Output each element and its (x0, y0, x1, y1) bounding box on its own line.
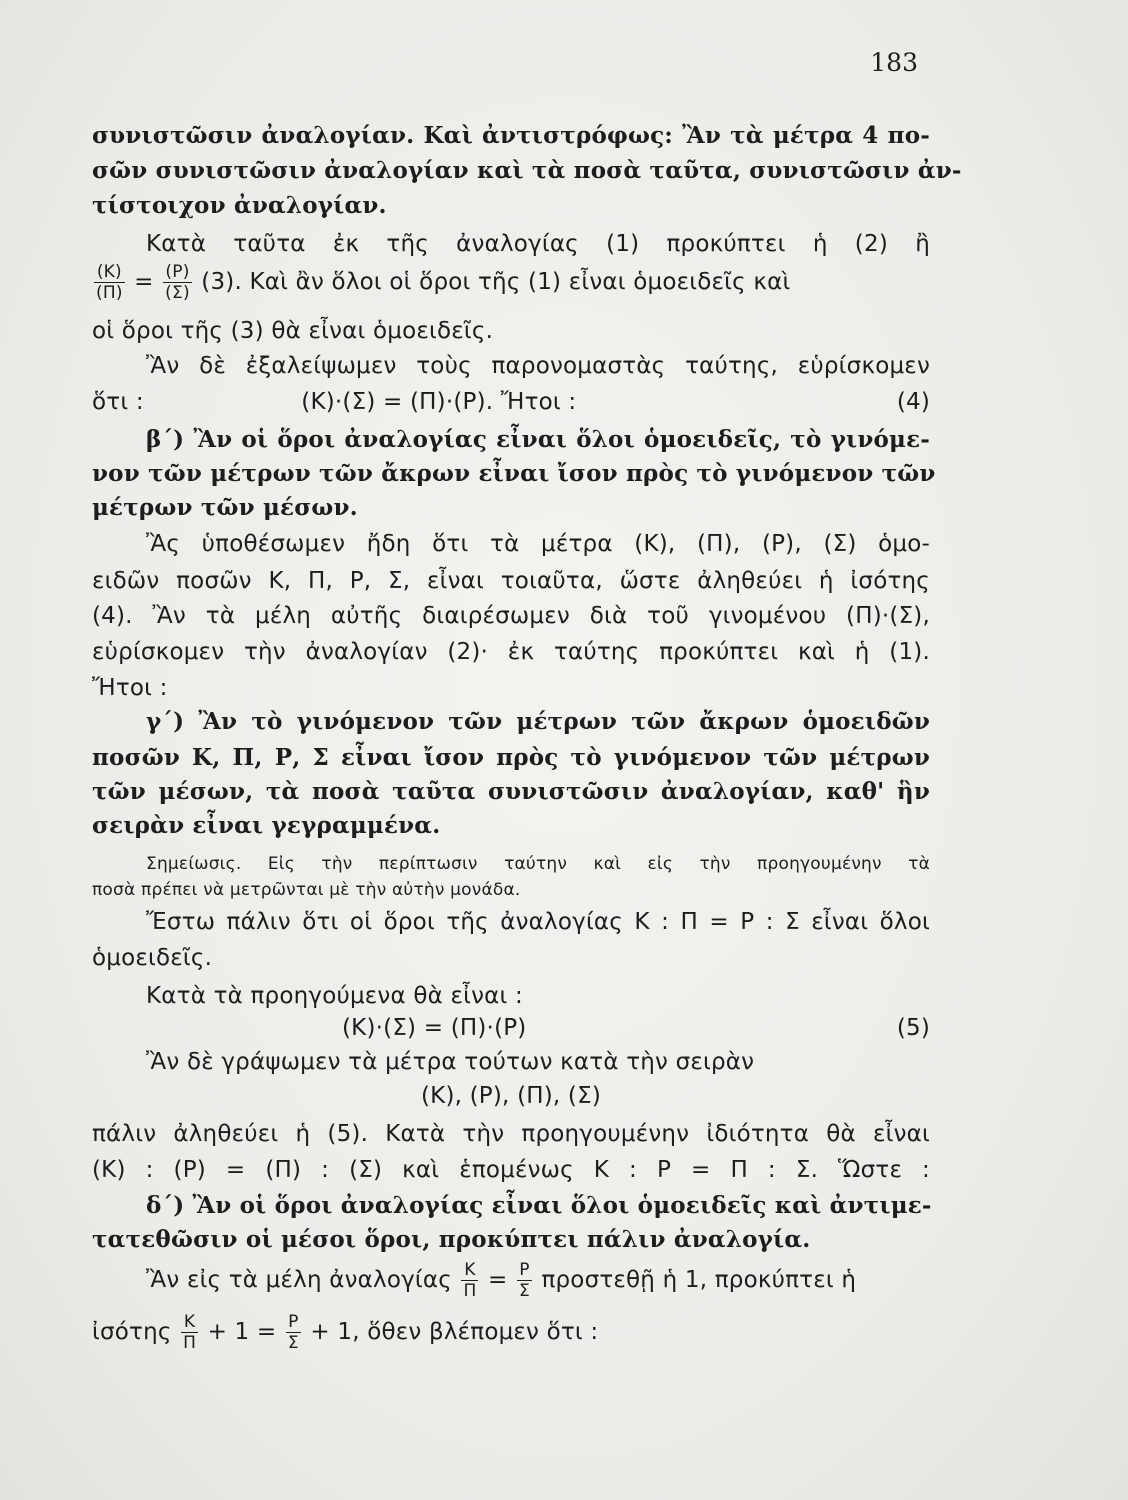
formula-line: ἰσότης $\frac{K}{\Pi}$ + 1 = $\frac{P}{\Sigma}$ + 1, ὅθεν βλέπομεν ὅτι : (92, 1312, 599, 1353)
text-line: εὑρίσκομεν τὴν ἀναλογίαν (2)· ἐκ ταύτης προκύπτει καὶ ἡ (1). (92, 639, 930, 665)
text-line: Ἂν δὲ ἐξαλείψωμεν τοὺς παρονομαστὰς ταύτης, εὑρίσκομεν (146, 353, 930, 379)
fraction-r-over-s: $\frac{(P)}{(\Sigma)}$ (165, 262, 190, 303)
theorem-b-line: β΄) Ἂν οἱ ὅροι ἀναλογίας εἶναι ὅλοι ὁμοειδεῖς, τὸ γινόμε- (146, 426, 930, 453)
formula-line: $\frac{(K)}{(\Pi)}$ = $\frac{(P)}{(\Sigma)}$ (3). Καὶ ἂν ὅλοι οἱ ὅροι τῆς (1) εἶναι ὁμοειδεῖς καὶ (96, 262, 791, 303)
fraction-r-over-s: $\frac{P}{\Sigma}$ (287, 1312, 299, 1353)
text-line: πάλιν ἀληθεύει ἡ (5). Κατὰ τὴν προηγουμένην ἰδιότητα θὰ εἶναι (92, 1121, 930, 1147)
text-line: συνιστῶσιν ἀναλογίαν. Καὶ ἀντιστρόφως: Ἂν τὰ μέτρα 4 πο- (92, 122, 930, 149)
text-line: Ἔστω πάλιν ὅτι οἱ ὅροι τῆς ἀναλογίας Κ : Π = Ρ : Σ εἶναι ὅλοι (146, 909, 930, 935)
theorem-d-line: δ΄) Ἂν οἱ ὅροι ἀναλογίας εἶναι ὅλοι ὁμοειδεῖς καὶ ἀντιμε- (146, 1192, 932, 1219)
theorem-c-line: σειρὰν εἶναι γεγραμμένα. (92, 812, 441, 839)
text-line: Κατὰ ταῦτα ἐκ τῆς ἀναλογίας (1) προκύπτει ἡ (2) ἢ (146, 231, 930, 257)
text-line: Κατὰ τὰ προηγούμενα θὰ εἶναι : (146, 983, 523, 1009)
page-number: 183 (870, 48, 918, 77)
note-line: Σημείωσις. Εἰς τὴν περίπτωσιν ταύτην καὶ εἰς τὴν προηγουμένην τὰ (146, 854, 930, 874)
theorem-c-line: ποσῶν Κ, Π, Ρ, Σ εἶναι ἴσον πρὸς τὸ γινόμενον τῶν μέτρων (92, 744, 930, 771)
text-line: Ἂς ὑποθέσωμεν ἤδη ὅτι τὰ μέτρα (Κ), (Π), (Ρ), (Σ) ὁμο- (146, 531, 930, 557)
theorem-b-line: νον τῶν μέτρων τῶν ἄκρων εἶναι ἴσον πρὸς τὸ γινόμενον τῶν (92, 460, 936, 487)
equation-line-5: (Κ)·(Σ) = (Π)·(Ρ) (5) (92, 1012, 930, 1044)
equation-number: (5) (896, 1015, 930, 1041)
theorem-c-line: τῶν μέσων, τὰ ποσὰ ταῦτα συνιστῶσιν ἀναλογίαν, καθ' ἣν (92, 778, 930, 805)
fraction-k-over-p: $\frac{K}{\Pi}$ (463, 1260, 477, 1301)
formula-line: Ἂν εἰς τὰ μέλη ἀναλογίας $\frac{K}{\Pi}$ = $\frac{P}{\Sigma}$ προστεθῇ ἡ 1, προκύπτει ἡ (146, 1260, 857, 1301)
theorem-b-line: μέτρων τῶν μέσων. (92, 494, 358, 521)
text-line: τίστοιχον ἀναλογίαν. (92, 192, 387, 219)
fraction-r-over-s: $\frac{P}{\Sigma}$ (518, 1260, 530, 1301)
fraction-k-over-p: $\frac{(K)}{(\Pi)}$ (96, 262, 123, 303)
text-line: σῶν συνιστῶσιν ἀναλογίαν καὶ τὰ ποσὰ ταῦτα, συνιστῶσιν ἀν- (92, 157, 962, 184)
text-line: Ἤτοι : (92, 675, 168, 701)
note-line: ποσὰ πρέπει νὰ μετρῶνται μὲ τὴν αὐτὴν μονάδα. (92, 880, 521, 900)
text-line: οἱ ὅροι τῆς (3) θὰ εἶναι ὁμοειδεῖς. (92, 318, 494, 344)
theorem-d-line: τατεθῶσιν οἱ μέσοι ὅροι, προκύπτει πάλιν ἀναλογία. (92, 1226, 811, 1253)
text-line: (Κ), (Ρ), (Π), (Σ) (420, 1083, 602, 1109)
text-line: (Κ) : (Ρ) = (Π) : (Σ) καὶ ἑπομένως Κ : Ρ = Π : Σ. Ὥστε : (92, 1157, 930, 1183)
equation-number: (4) (896, 389, 930, 415)
theorem-c-line: γ΄) Ἂν τὸ γινόμενον τῶν μέτρων τῶν ἄκρων ὁμοειδῶν (146, 708, 930, 735)
text-line: ὁμοειδεῖς. (92, 945, 213, 971)
text-line: Ἂν δὲ γράψωμεν τὰ μέτρα τούτων κατὰ τὴν σειρὰν (146, 1049, 755, 1075)
fraction-k-over-p: $\frac{K}{\Pi}$ (183, 1312, 197, 1353)
text-line: ειδῶν ποσῶν Κ, Π, Ρ, Σ, εἶναι τοιαῦτα, ὥστε ἀληθεύει ἡ ἰσότης (92, 568, 930, 594)
text-line: (4). Ἂν τὰ μέλη αὐτῆς διαιρέσωμεν διὰ τοῦ γινομένου (Π)·(Σ), (92, 603, 930, 629)
equation-line-4: ὅτι : (Κ)·(Σ) = (Π)·(Ρ). Ἤτοι : (4) (92, 386, 930, 418)
